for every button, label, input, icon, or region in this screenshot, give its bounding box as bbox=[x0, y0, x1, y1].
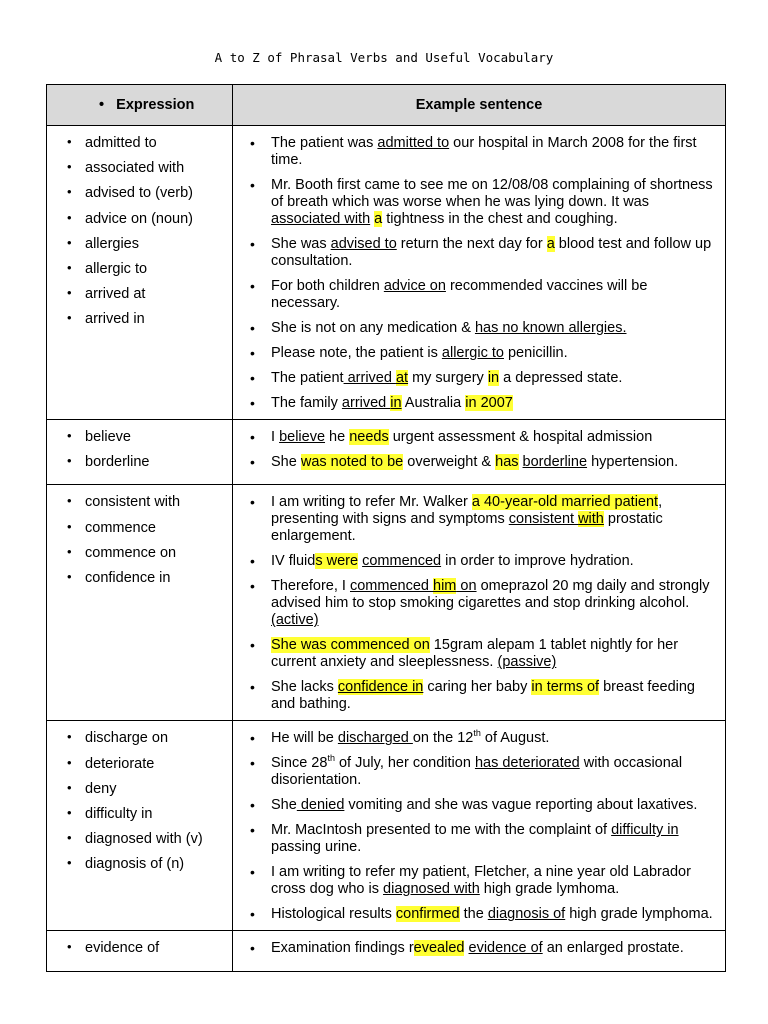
underlined-term: consistent bbox=[508, 511, 579, 528]
underlined-term: commenced bbox=[349, 578, 433, 595]
sentence-text: passing urine. bbox=[271, 839, 362, 856]
highlighted-text: in bbox=[487, 370, 500, 386]
example-cell bbox=[233, 721, 726, 931]
example-sentence bbox=[233, 345, 717, 362]
sentence-text: The family bbox=[271, 395, 342, 411]
header-expression bbox=[47, 85, 233, 126]
sentence-text: he bbox=[325, 429, 350, 445]
table-row bbox=[47, 126, 726, 420]
highlighted-text: She was commenced on bbox=[271, 637, 430, 654]
expression-item: • diagnosis of (n) bbox=[47, 855, 232, 880]
expression-item: • consistent with bbox=[47, 493, 232, 518]
highlighted-text: him bbox=[433, 578, 457, 595]
sentence-text: an enlarged prostate. bbox=[542, 940, 684, 957]
highlighted-text: confirmed bbox=[395, 906, 460, 923]
example-sentence bbox=[233, 135, 717, 169]
table-row bbox=[47, 420, 726, 485]
example-sentence bbox=[233, 797, 717, 814]
example-list bbox=[233, 429, 717, 471]
expression-item: • advice on (noun) bbox=[47, 210, 232, 235]
underlined-term: arrived bbox=[341, 395, 391, 411]
sentence-text: overweight & bbox=[403, 454, 496, 470]
example-list bbox=[233, 940, 717, 957]
sentence-text: IV fluid bbox=[271, 553, 316, 570]
sentence-text: my surgery bbox=[408, 370, 488, 386]
sentence-text: penicillin. bbox=[503, 345, 568, 361]
highlighted-text: with bbox=[578, 511, 604, 528]
example-sentence bbox=[233, 940, 717, 957]
example-list bbox=[233, 730, 717, 923]
sentence-text: of August. bbox=[480, 730, 550, 747]
underlined-term: diagnosis of bbox=[487, 906, 566, 923]
sentence-text: 15gram alepam 1 tablet nightly for her current anxiety and sleeplessness. bbox=[271, 637, 679, 671]
sentence-text: breast feeding and bathing. bbox=[271, 679, 695, 713]
sentence-text: She was bbox=[271, 236, 331, 252]
vocabulary-table bbox=[46, 84, 726, 972]
underlined-term: associated with bbox=[271, 211, 371, 227]
highlighted-text: in bbox=[390, 395, 402, 411]
sentence-text: He will be bbox=[271, 730, 338, 747]
expression-item: • commence bbox=[47, 519, 232, 544]
example-cell bbox=[233, 126, 726, 420]
expression-list bbox=[47, 493, 232, 594]
example-cell bbox=[233, 420, 726, 485]
example-sentence bbox=[233, 637, 717, 671]
highlighted-text: in terms of bbox=[531, 679, 600, 696]
header-example-sentence: Example sentence bbox=[233, 85, 726, 126]
sentence-text: Mr. MacIntosh presented to me with the complaint of bbox=[271, 822, 612, 839]
expression-cell bbox=[47, 485, 233, 721]
example-sentence bbox=[233, 370, 717, 387]
example-list bbox=[233, 494, 717, 713]
underlined-term: (active) bbox=[271, 612, 319, 629]
expression-item: • arrived in bbox=[47, 310, 232, 335]
expression-item: • deny bbox=[47, 780, 232, 805]
underlined-term: believe bbox=[279, 429, 326, 445]
example-sentence bbox=[233, 730, 717, 747]
expression-item: • believe bbox=[47, 428, 232, 453]
example-sentence bbox=[233, 864, 717, 898]
expression-item: • diagnosed with (v) bbox=[47, 830, 232, 855]
highlighted-text: has bbox=[495, 454, 519, 470]
sentence-text: Histological results bbox=[271, 906, 396, 923]
expression-item: • difficulty in bbox=[47, 805, 232, 830]
table-body bbox=[47, 126, 726, 972]
sentence-text: the bbox=[459, 906, 488, 923]
sentence-text: The patient was bbox=[271, 135, 378, 151]
sentence-text: on the 12 bbox=[412, 730, 474, 747]
sentence-text: Australia bbox=[401, 395, 466, 411]
expression-item: • evidence of bbox=[47, 939, 232, 964]
expression-item: • admitted to bbox=[47, 134, 232, 159]
sentence-text: I am writing to refer my patient, Fletcher, a nine year old Labrador cross dog who is bbox=[271, 864, 691, 898]
example-sentence bbox=[233, 278, 717, 312]
highlighted-text: evealed bbox=[413, 940, 465, 957]
expression-item: • associated with bbox=[47, 159, 232, 184]
highlighted-text: needs bbox=[349, 429, 389, 445]
sentence-text: a depressed state. bbox=[499, 370, 623, 386]
sentence-text: Since 28 bbox=[271, 755, 328, 772]
underlined-term: diagnosed with bbox=[383, 881, 480, 898]
sentence-text: with occasional disorientation. bbox=[271, 755, 683, 789]
sentence-text: She lacks bbox=[271, 679, 338, 696]
sentence-text: our hospital in March 2008 for the first time. bbox=[271, 135, 697, 168]
example-sentence bbox=[233, 822, 717, 856]
sentence-text: blood test and follow up consultation. bbox=[271, 236, 712, 269]
example-sentence bbox=[233, 320, 717, 337]
sentence-text: high grade lymhoma. bbox=[479, 881, 620, 898]
sentence-text: urgent assessment & hospital admission bbox=[388, 429, 653, 445]
underlined-term: commenced bbox=[362, 553, 442, 570]
highlighted-text: a bbox=[374, 211, 383, 227]
example-sentence bbox=[233, 578, 717, 629]
example-sentence bbox=[233, 906, 717, 923]
example-list bbox=[233, 135, 717, 412]
highlighted-text: confidence in bbox=[337, 679, 424, 696]
expression-item: • deteriorate bbox=[47, 755, 232, 780]
highlighted-text: a 40-year-old married patient bbox=[471, 494, 659, 511]
expression-item: • advised to (verb) bbox=[47, 184, 232, 209]
sentence-text: vomiting and she was vague reporting about laxatives. bbox=[344, 797, 698, 814]
expression-list bbox=[47, 729, 232, 880]
highlighted-text: s were bbox=[315, 553, 359, 570]
sentence-text: Please note, the patient is bbox=[271, 345, 442, 361]
example-sentence bbox=[233, 395, 717, 412]
example-sentence bbox=[233, 494, 717, 545]
sentence-text: high grade lymphoma. bbox=[565, 906, 713, 923]
page-title: A to Z of Phrasal Verbs and Useful Vocabulary bbox=[214, 50, 554, 65]
underlined-term: borderline bbox=[522, 454, 588, 470]
underlined-term: advised to bbox=[330, 236, 397, 252]
expression-item: • allergic to bbox=[47, 260, 232, 285]
sentence-text: caring her baby bbox=[423, 679, 532, 696]
sentence-text: of July, her condition bbox=[334, 755, 475, 772]
highlighted-text: a bbox=[546, 236, 555, 252]
header-expression-label: Expression bbox=[116, 97, 195, 113]
highlighted-text: was noted to be bbox=[300, 454, 404, 470]
sentence-text: recommended vaccines will be necessary. bbox=[271, 278, 648, 311]
example-sentence bbox=[233, 553, 717, 570]
sentence-text: She bbox=[271, 454, 301, 470]
sentence-text: hypertension. bbox=[587, 454, 679, 470]
table-row bbox=[47, 931, 726, 971]
sentence-text: in order to improve hydration. bbox=[441, 553, 634, 570]
example-sentence bbox=[233, 429, 717, 446]
expression-item: • confidence in bbox=[47, 569, 232, 594]
sentence-text: Therefore, I bbox=[271, 578, 350, 595]
example-cell bbox=[233, 485, 726, 721]
sentence-text: She bbox=[271, 797, 297, 814]
underlined-term: has deteriorated bbox=[474, 755, 580, 772]
underlined-term: on bbox=[456, 578, 477, 595]
underlined-term: discharged bbox=[337, 730, 413, 747]
sentence-text: return the next day for bbox=[396, 236, 547, 252]
example-sentence bbox=[233, 755, 717, 789]
sentence-text: , presenting with signs and symptoms bbox=[271, 494, 663, 528]
sentence-text: prostatic enlargement. bbox=[271, 511, 663, 545]
expression-cell bbox=[47, 126, 233, 420]
underlined-term: allergic to bbox=[441, 345, 504, 361]
sentence-text: The patient bbox=[271, 370, 344, 386]
expression-list bbox=[47, 134, 232, 336]
example-sentence bbox=[233, 177, 717, 228]
expression-item: • commence on bbox=[47, 544, 232, 569]
sentence-text: Examination findings r bbox=[271, 940, 414, 957]
underlined-term: advice on bbox=[383, 278, 446, 294]
sentence-text: tightness in the chest and coughing. bbox=[382, 211, 618, 227]
expression-cell bbox=[47, 420, 233, 485]
table-row bbox=[47, 721, 726, 931]
underlined-term: (passive) bbox=[497, 654, 557, 671]
sentence-text: I am writing to refer Mr. Walker bbox=[271, 494, 472, 511]
underlined-term: evidence of bbox=[468, 940, 543, 957]
table-header-row bbox=[47, 85, 726, 126]
highlighted-text: at bbox=[395, 370, 409, 386]
expression-item: • discharge on bbox=[47, 729, 232, 754]
underlined-term: denied bbox=[296, 797, 345, 814]
expression-list bbox=[47, 939, 232, 964]
underlined-term: has no known allergies. bbox=[474, 320, 627, 336]
expression-item: • allergies bbox=[47, 235, 232, 260]
example-sentence bbox=[233, 454, 717, 471]
sentence-text: For both children bbox=[271, 278, 384, 294]
underlined-term: difficulty in bbox=[611, 822, 679, 839]
sentence-text: I bbox=[271, 429, 280, 445]
sentence-text: th bbox=[327, 753, 335, 764]
expression-item: • arrived at bbox=[47, 285, 232, 310]
sentence-text: omeprazol 20 mg daily and strongly advised him to stop smoking cigarettes and stop drinking alcohol. bbox=[271, 578, 710, 612]
example-sentence bbox=[233, 236, 717, 270]
header-bullet: • bbox=[99, 97, 105, 113]
underlined-term: admitted to bbox=[377, 135, 450, 151]
table-row bbox=[47, 485, 726, 721]
expression-cell bbox=[47, 931, 233, 971]
underlined-term: arrived bbox=[343, 370, 396, 386]
example-sentence bbox=[233, 679, 717, 713]
sentence-text: Mr. Booth first came to see me on 12/08/08 complaining of shortness of breath which was worse when he was lying down. It was bbox=[271, 177, 713, 210]
expression-cell bbox=[47, 721, 233, 931]
expression-list bbox=[47, 428, 232, 478]
sentence-text: th bbox=[473, 728, 481, 739]
sentence-text: She is not on any medication & bbox=[271, 320, 475, 336]
expression-item: • borderline bbox=[47, 453, 232, 478]
example-cell bbox=[233, 931, 726, 971]
highlighted-text: in 2007 bbox=[465, 395, 513, 411]
